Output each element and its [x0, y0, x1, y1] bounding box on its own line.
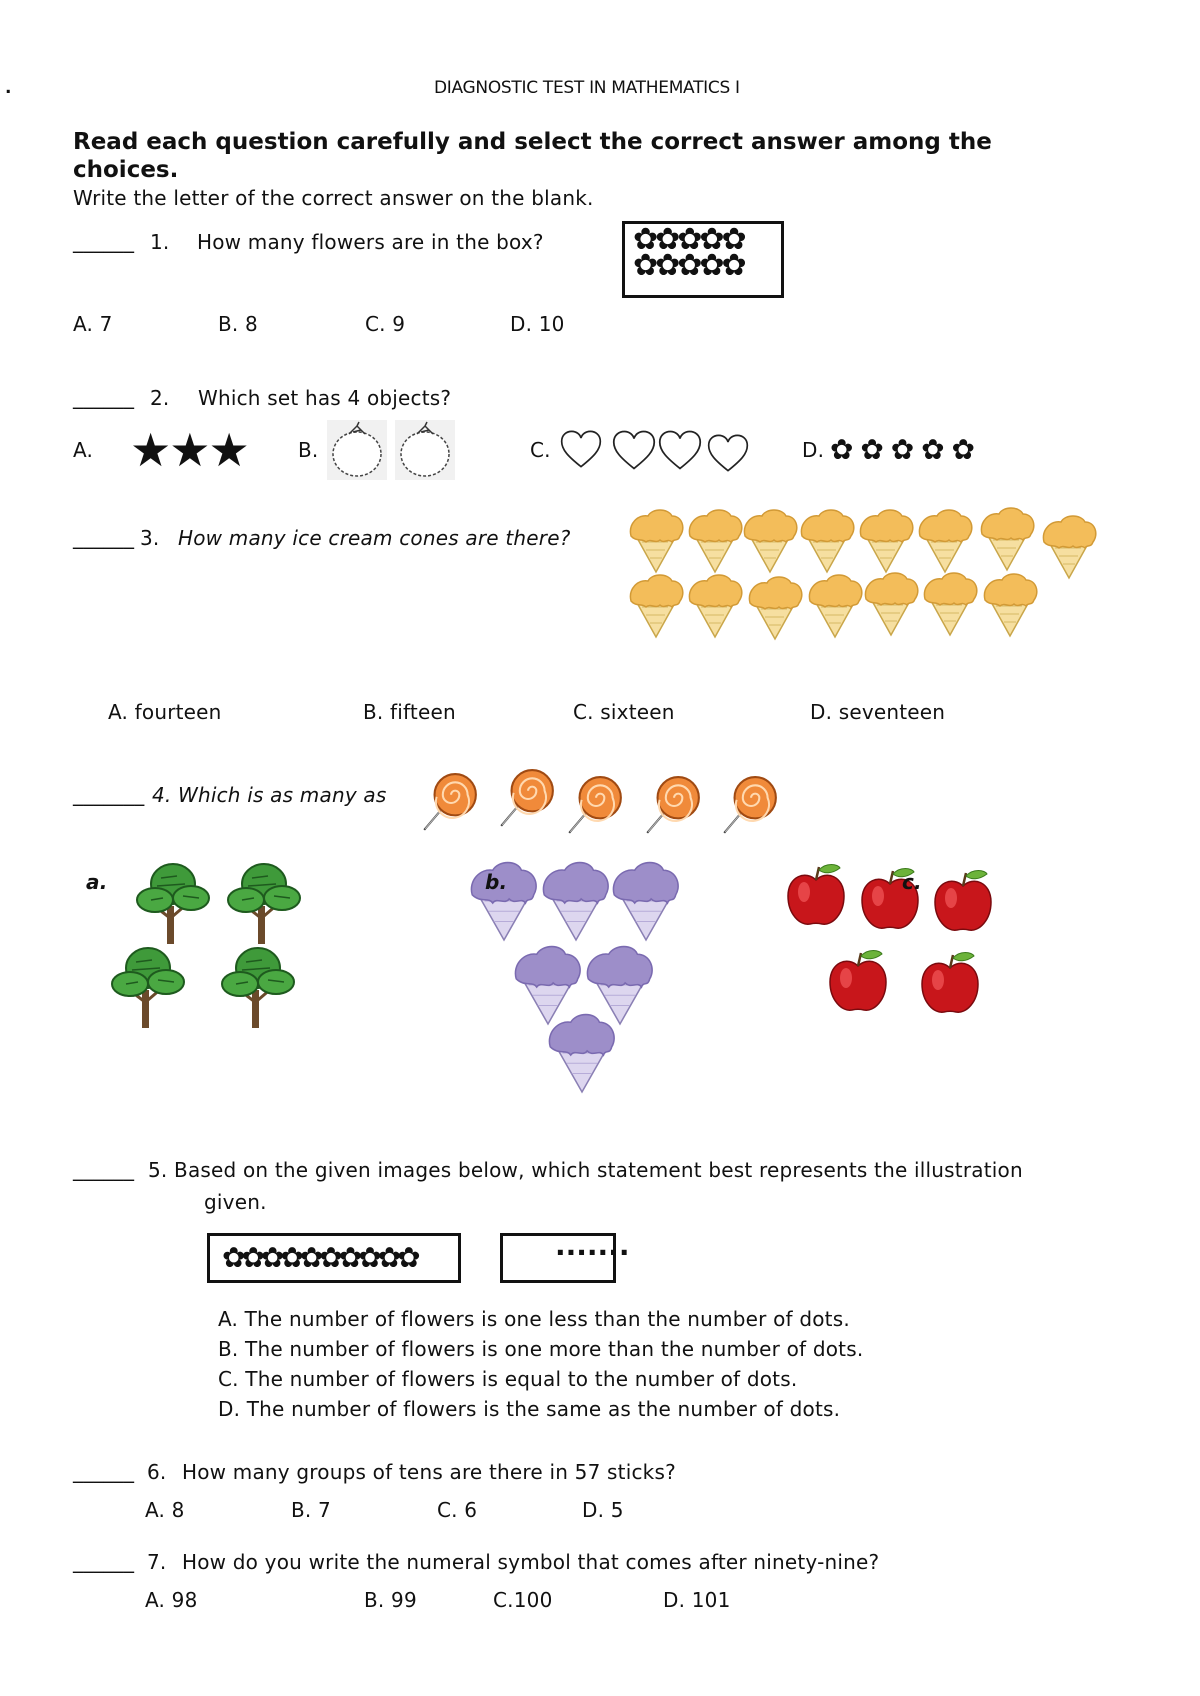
- lollipop-icon: [495, 768, 557, 830]
- q5-dots: ·······: [555, 1236, 630, 1269]
- lollipop-icon: [418, 772, 480, 834]
- q5-choice-a: A. The number of flowers is one less than the number of dots.: [218, 1307, 850, 1331]
- lollipop-icon: [718, 775, 780, 837]
- q6-choice-a: A. 8: [145, 1498, 185, 1522]
- q4-number: 4.: [152, 783, 172, 807]
- ice-cream-cone-icon: [741, 508, 799, 574]
- lollipop-icon: [641, 775, 703, 837]
- q3-blank[interactable]: ______: [73, 525, 135, 549]
- q7-blank[interactable]: ______: [73, 1549, 135, 1573]
- apple-icon: [828, 948, 888, 1014]
- q4-label-a: a.: [86, 870, 108, 894]
- q7-choice-a: A. 98: [145, 1588, 198, 1612]
- q7-choice-c: C.100: [493, 1588, 553, 1612]
- q6-text: How many groups of tens are there in 57 sticks?: [182, 1460, 676, 1484]
- apple-icon: [920, 950, 980, 1016]
- q2-blank[interactable]: ______: [73, 385, 135, 409]
- ice-cream-cone-icon: [862, 571, 920, 637]
- tree-icon: [224, 858, 304, 948]
- q3-choice-a: A. fourteen: [108, 700, 222, 724]
- ice-cream-cone-icon: [978, 506, 1036, 572]
- ice-cream-cone-icon: [686, 508, 744, 574]
- ice-cream-cone-icon: [798, 508, 856, 574]
- ice-cream-cone-icon: [746, 575, 804, 641]
- heart-icon: [707, 432, 749, 474]
- instruction-line-1: Read each question carefully and select the correct answer among the: [73, 129, 992, 155]
- q4-blank[interactable]: _______: [73, 782, 145, 806]
- ice-cream-cone-icon: [1040, 514, 1098, 580]
- apple-icon: [786, 862, 846, 928]
- heart-icon: [658, 428, 702, 472]
- q3-choice-c: C. sixteen: [573, 700, 675, 724]
- q7-text: How do you write the numeral symbol that comes after ninety-nine?: [182, 1550, 880, 1574]
- tree-icon: [218, 942, 298, 1032]
- margin-mark: .: [5, 78, 12, 98]
- q2-number: 2.: [150, 386, 170, 410]
- ice-cream-cone-icon: [627, 508, 685, 574]
- q2-label-a: A.: [73, 438, 94, 462]
- q1-choice-c: C. 9: [365, 312, 406, 336]
- q1-number: 1.: [150, 230, 170, 254]
- q2-flowers: ✿ ✿ ✿ ✿ ✿: [830, 433, 974, 466]
- ice-cream-cone-icon: [546, 1012, 618, 1094]
- ice-cream-cone-icon: [610, 860, 682, 942]
- ice-cream-cone-icon: [806, 573, 864, 639]
- q5-text-line-2: given.: [204, 1190, 267, 1214]
- ice-cream-cone-icon: [921, 571, 979, 637]
- tree-icon: [108, 942, 188, 1032]
- q1-blank[interactable]: ______: [73, 229, 135, 253]
- q2-stars: ★★★: [130, 423, 248, 477]
- ice-cream-cone-icon: [627, 573, 685, 639]
- q5-flowers: ✿✿✿✿✿✿✿✿✿✿: [222, 1241, 417, 1274]
- page-header: DIAGNOSTIC TEST IN MATHEMATICS I: [434, 78, 740, 98]
- q6-number: 6.: [147, 1460, 167, 1484]
- q4-label-b: b.: [485, 870, 508, 894]
- q2-label-b: B.: [298, 438, 319, 462]
- q3-number: 3.: [140, 526, 160, 550]
- instruction-line-3: Write the letter of the correct answer on the blank.: [73, 186, 594, 210]
- q2-label-d: D.: [802, 438, 825, 462]
- q1-choice-a: A. 7: [73, 312, 113, 336]
- apple-icon: [933, 868, 993, 934]
- ice-cream-cone-icon: [857, 508, 915, 574]
- tree-icon: [133, 858, 213, 948]
- q3-choice-d: D. seventeen: [810, 700, 946, 724]
- q7-number: 7.: [147, 1550, 167, 1574]
- q5-text-line-1: 5. Based on the given images below, which statement best represents the illustration: [148, 1158, 1023, 1182]
- q1-flower-box: [622, 221, 784, 298]
- ice-cream-cone-icon: [981, 572, 1039, 638]
- q1-choice-b: B. 8: [218, 312, 258, 336]
- q6-choice-c: C. 6: [437, 1498, 478, 1522]
- q4-label-c: c.: [902, 870, 922, 894]
- heart-icon: [612, 428, 656, 472]
- tomato-icon: [395, 420, 455, 480]
- q7-choice-d: D. 101: [663, 1588, 731, 1612]
- instruction-line-2: choices.: [73, 157, 179, 183]
- heart-icon: [560, 428, 602, 470]
- q5-choice-c: C. The number of flowers is equal to the number of dots.: [218, 1367, 798, 1391]
- q1-choice-d: D. 10: [510, 312, 565, 336]
- ice-cream-cone-icon: [540, 860, 612, 942]
- q5-choice-b: B. The number of flowers is one more than the number of dots.: [218, 1337, 864, 1361]
- q1-flower-row-1: ✿✿✿✿✿: [633, 222, 744, 257]
- q3-choice-b: B. fifteen: [363, 700, 456, 724]
- q5-flower-box: [207, 1233, 461, 1283]
- q5-choice-d: D. The number of flowers is the same as the number of dots.: [218, 1397, 841, 1421]
- q1-text: How many flowers are in the box?: [197, 230, 544, 254]
- q4-text: Which is as many as: [178, 783, 387, 807]
- q6-choice-d: D. 5: [582, 1498, 624, 1522]
- q1-flower-row-2: ✿✿✿✿✿: [633, 248, 744, 283]
- lollipop-icon: [563, 775, 625, 837]
- q3-text: How many ice cream cones are there?: [178, 526, 571, 550]
- tomato-icon: [327, 420, 387, 480]
- q6-blank[interactable]: ______: [73, 1459, 135, 1483]
- q2-label-c: C.: [530, 438, 551, 462]
- ice-cream-cone-icon: [916, 508, 974, 574]
- q5-blank[interactable]: ______: [73, 1157, 135, 1181]
- q2-text: Which set has 4 objects?: [198, 386, 452, 410]
- q7-choice-b: B. 99: [364, 1588, 417, 1612]
- ice-cream-cone-icon: [686, 573, 744, 639]
- q6-choice-b: B. 7: [291, 1498, 331, 1522]
